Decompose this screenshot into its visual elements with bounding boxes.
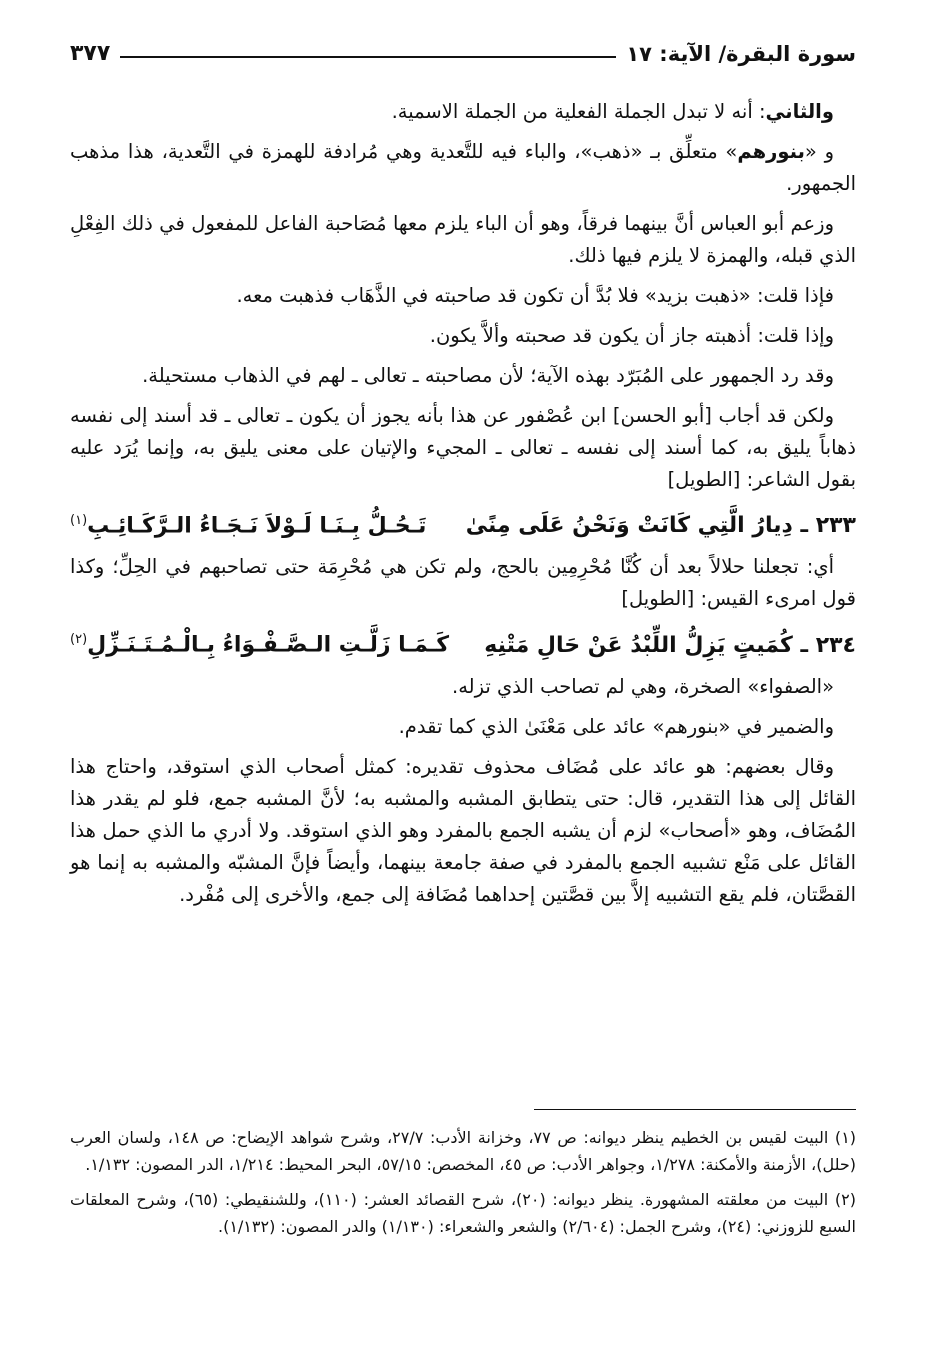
paragraph-1-text: : أنه لا تبدل الجملة الفعلية من الجملة الاسمية.: [391, 100, 766, 123]
verse-234: [70, 623, 856, 662]
header-rule: [120, 56, 616, 58]
footnote-2: (٢) البيت من معلقته المشهورة. ينظر ديوانه: (٢٠)، شرح القصائد العشر: (١١٠)، وللشنقيطي: (٦٥)، وشرح المعلقات السبع للزوزني: (٢٤)، وشرح الجمل: (٢/٦٠٤) والشعر والشعراء: (١/١٣٠) والدر المصون: (١/١٣٢).: [70, 1190, 857, 1236]
verse-234-first-text: كُمَيتٍ يَزِلُّ اللِّبْدُ عَنْ حَالِ مَتْنِهِ: [484, 632, 793, 658]
footnote-ref-1: (١): [70, 513, 88, 528]
verse-233-second-half: [70, 504, 426, 543]
verse-234-number: ٢٣٤ ـ: [800, 632, 856, 658]
page-header: [70, 26, 856, 66]
paragraph-11: وقال بعضهم: هو عائد على مُضَاف محذوف تقديره: كمثل أصحاب الذي استوقد، واحتاج هذا القائل إلى هذا التقدير، قال: حتى يتطابق المشبه والمشبه به؛ لأنَّ المشبه جمع، فلو لم يقدر هذا المُضَاف، وهو «أصحاب» لزم أن يشبه الجمع بالمفرد وهو الذي استوقد. ولا أدري ما الذي حمل هذا القائل على مَنْع تشبيه الجمع بالمفرد في صفة جامعة بينهما، وأيضاً فإنَّ المشبّه والمشبه به إنما هو القصَّتان، فلم يقع التشبيه إلاَّ بين قصَّتين إحداهما مُضَافة إلى جمع، والأخرى إلى مُفْرد.: [70, 754, 856, 906]
verse-234-first-half: [484, 629, 856, 663]
footnote-1: (١) البيت لقيس بن الخطيم ينظر ديوانه: ص ٧٧، وخزانة الأدب: ٢٧/٧، وشرح شواهد الإيضاح: ص ١٤٨، ولسان العرب (حلل)، الأزمنة والأمكنة: ١/٢٧٨، وجواهر الأدب: ص ٤٥، المخصص: ٥٧/١٥، البحر المحيط: ١/٢١٤، الدر المصون: ١/١٣٢.: [70, 1128, 857, 1174]
paragraph-1: [70, 96, 856, 128]
footnotes: [70, 1124, 856, 1248]
main-text: [70, 96, 856, 919]
verse-233-second-text: تَـحُـلُّ بِـنَـا لَـوْلاَ نَـجَـاءُ الـرَّكَـائِـبِ: [87, 513, 427, 539]
paragraph-10: والضمير في «بنورهم» عائد على مَعْنَىٰ الذي كما تقدم.: [398, 714, 834, 738]
paragraph-2-text: » متعلِّق بـ «ذهب»، والباء فيه للتَّعدية وهي مُرادفة للهمزة في التَّعدية، هذا مذهب الجمهور.: [70, 140, 856, 195]
verse-233-number: ٢٣٣ ـ: [800, 513, 856, 539]
verse-233-first-half: [466, 509, 856, 543]
paragraph-5: وإذا قلت: أذهبته جاز أن يكون قد صحبته وألاَّ يكون.: [429, 324, 834, 347]
paragraph-7: ولكن قد أجاب [أبو الحسن] ابن عُصْفور عن هذا بأنه يجوز أن يكون ـ تعالى ـ قد أسند إلى نفسه ذهاباً يليق به، كما أسند إلى نفسه ـ تعالى ـ المجيء والإتيان على معنى يليق به، وإنما يُرَد عليه بقول الشاعر: [الطويل]: [70, 404, 856, 491]
paragraph-2-keyword: بنورهم: [737, 140, 805, 163]
paragraph-4: فإذا قلت: «ذهبت بزيد» فلا بُدَّ أن تكون قد صاحبته في الذَّهَاب فذهبت معه.: [236, 284, 834, 307]
paragraph-6: وقد رد الجمهور على المُبَرّد بهذه الآية؛ لأن مصاحبته ـ تعالى ـ لهم في الذهاب مستحيلة.: [142, 364, 834, 387]
page-number: ٣٧٧: [70, 41, 111, 66]
paragraph-9: «الصفواء» الصخرة، وهي لم تصاحب الذي تزله.: [452, 674, 834, 698]
paragraph-2-pre: و «: [804, 140, 835, 163]
footnote-ref-2: (٢): [70, 632, 88, 648]
verse-233: [70, 504, 856, 543]
footnote-divider: [534, 1109, 856, 1110]
paragraph-2: [70, 136, 856, 200]
paragraph-3: وزعم أبو العباس أنَّ بينهما فرقاً، وهو أن الباء يلزم معها مُصَاحبة الفاعل للمفعول في ذلك الفِعْلِ الذي قبله، والهمزة لا يلزم فيها ذلك.: [70, 212, 856, 267]
verse-234-second-text: كَـمَـا زَلَّـتِ الـصَّـفْـوَاءُ بِـالْـمُـتَـنَـزِّلِ: [87, 632, 450, 658]
paragraph-1-lead: والثاني: [765, 100, 834, 123]
verse-234-second-half: [70, 623, 449, 662]
running-title: سورة البقرة/ الآية: ١٧: [626, 42, 856, 66]
paragraph-8: أي: تجعلنا حلالاً بعد أن كُنَّا مُحْرِمِين بالحج، ولم تكن هي مُحْرِمَة حتى تصاحبهم في الحِلِّ؛ وكذا قول امرىء القيس: [الطويل]: [70, 555, 856, 611]
verse-233-first-text: دِيارُ الَّتِي كَانَتْ وَنَحْنُ عَلَى مِنًىٰ: [465, 513, 793, 539]
